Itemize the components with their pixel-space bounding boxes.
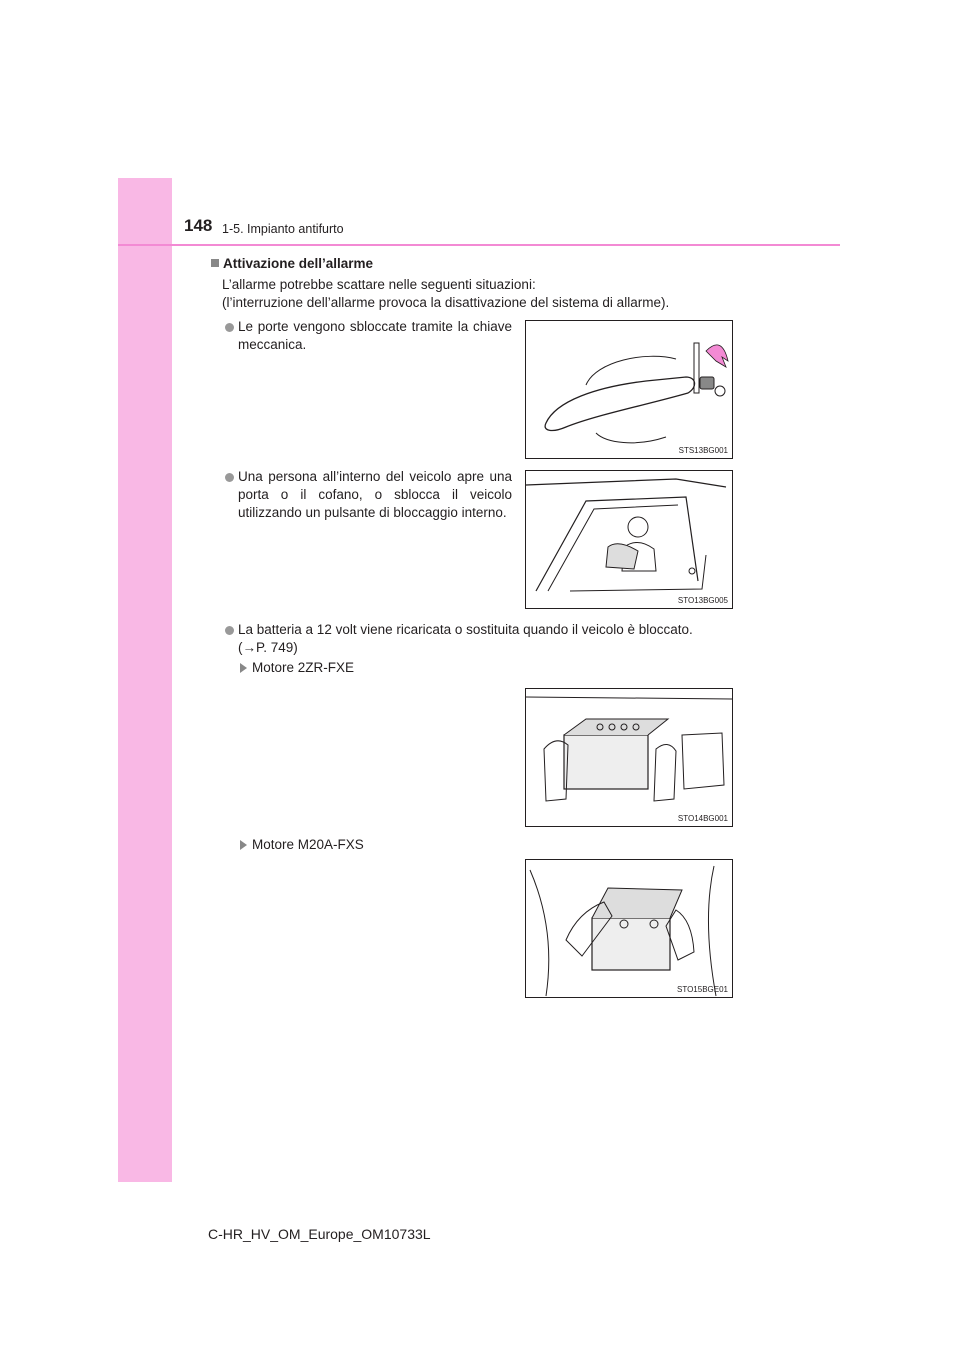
- subheading: [211, 256, 373, 271]
- circle-bullet-icon: [225, 473, 234, 482]
- bullet-1-line-1: Le porte vengono sbloccate tramite la chiave: [238, 319, 512, 334]
- intro-line-1: L’allarme potrebbe scattare nelle seguenti situazioni:: [222, 277, 536, 292]
- sub-item-engine-2: Motore M20A-FXS: [252, 837, 364, 852]
- car-interior-illustration: [526, 471, 732, 608]
- bullet-2-line-1: Una persona all’interno del veicolo apre una: [238, 469, 512, 484]
- figure-code: STO15BGE01: [677, 985, 728, 994]
- figure-code: STS13BG001: [678, 446, 728, 455]
- subheading-text: Attivazione dell’allarme: [223, 256, 374, 271]
- bullet-3-line-1: La batteria a 12 volt viene ricaricata o sostituita quando il veicolo è bloccato.: [238, 622, 693, 637]
- bullet-2-line-2: porta o il cofano, o sblocca il veicolo: [238, 487, 512, 502]
- footer-doc-id: C-HR_HV_OM_Europe_OM10733L: [208, 1226, 431, 1242]
- figure-battery-2zr: [525, 688, 733, 827]
- figure-door-handle: [525, 320, 733, 459]
- page-number: 148: [184, 216, 213, 235]
- battery-illustration: [526, 689, 732, 826]
- bullet-3-line-2: (→P. 749): [238, 640, 298, 655]
- circle-bullet-icon: [225, 323, 234, 332]
- figure-car-interior: [525, 470, 733, 609]
- triangle-bullet-icon: [240, 840, 247, 850]
- bullet-1-line-2: meccanica.: [238, 337, 307, 352]
- intro-line-2: (l’interruzione dell’allarme provoca la disattivazione del sistema di allarme).: [222, 295, 670, 310]
- figure-code: STO14BG001: [677, 814, 728, 823]
- triangle-bullet-icon: [240, 663, 247, 673]
- figure-battery-m20a: [525, 859, 733, 998]
- square-bullet-icon: [211, 259, 219, 267]
- section-title: 1-5. Impianto antifurto: [222, 222, 344, 236]
- figure-code: STO13BG005: [677, 596, 728, 605]
- circle-bullet-icon: [225, 626, 234, 635]
- bullet-2-line-3: utilizzando un pulsante di bloccaggio interno.: [238, 505, 507, 520]
- header-rule: [118, 244, 840, 246]
- side-tab: [118, 178, 172, 1182]
- battery-illustration: [526, 860, 732, 997]
- sub-item-engine-1: Motore 2ZR-FXE: [252, 660, 355, 675]
- door-handle-illustration: [526, 321, 732, 458]
